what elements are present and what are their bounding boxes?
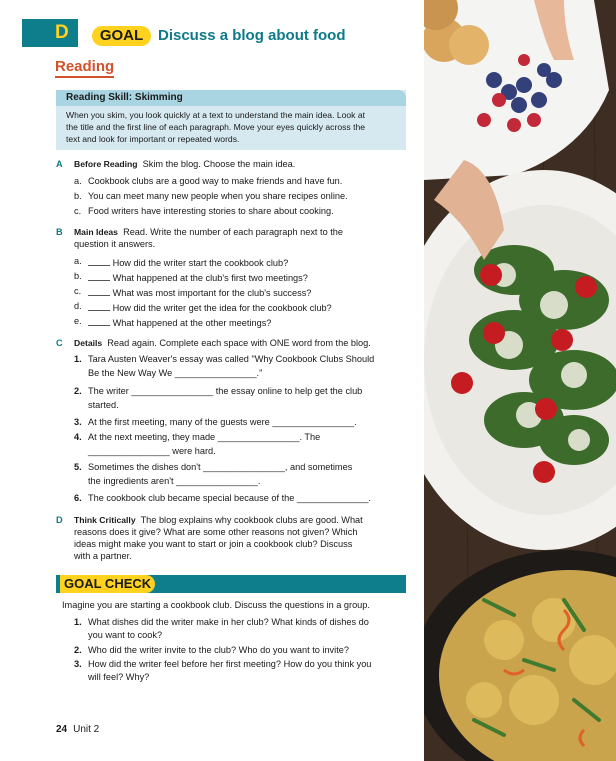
section-instruction bbox=[74, 338, 371, 350]
item-key: d. bbox=[74, 301, 82, 311]
instruction-text: Read. Write the number of each paragraph next to the bbox=[123, 227, 344, 237]
section-instruction bbox=[74, 159, 295, 171]
option-key: c. bbox=[74, 206, 82, 216]
option-text: Food writers have interesting stories to share about cooking. bbox=[88, 206, 334, 216]
section-letter: D bbox=[55, 22, 69, 43]
item-key: 2. bbox=[74, 645, 82, 655]
item-key: 2. bbox=[74, 386, 82, 396]
item-text: What happened at the club's first two meetings? bbox=[112, 273, 308, 283]
goal-check-intro: Imagine you are starting a cookbook club. Discuss the questions in a group. bbox=[62, 600, 370, 610]
section-letter: C bbox=[56, 338, 63, 348]
item-line: Sometimes the dishes don't ________________, and sometimes bbox=[88, 462, 353, 472]
section-letter: B bbox=[56, 227, 63, 237]
item-line: Tara Austen Weaver's essay was called "Why Cookbook Clubs Should bbox=[88, 354, 375, 364]
item-text: What was most important for the club's success? bbox=[112, 288, 312, 298]
item-line: At the next meeting, they made ________________. The bbox=[88, 432, 321, 442]
item-line: the ingredients aren't ________________. bbox=[88, 476, 261, 486]
section-letter: D bbox=[56, 515, 63, 525]
item-line: started. bbox=[88, 400, 119, 410]
item-key: a. bbox=[74, 256, 82, 266]
option-key: a. bbox=[74, 176, 82, 186]
item-key: 1. bbox=[74, 354, 82, 364]
item-line: ________________ were hard. bbox=[88, 446, 216, 456]
instruction-text: with a partner. bbox=[74, 551, 132, 561]
skill-line: the title and the first line of each paragraph. Move your eyes quickly across the bbox=[66, 122, 366, 132]
answer-blank[interactable] bbox=[88, 286, 110, 296]
section-instruction bbox=[74, 227, 343, 239]
unit-label: Unit 2 bbox=[73, 724, 100, 735]
goal-text: Discuss a blog about food bbox=[158, 27, 346, 44]
item-text: How did the writer start the cookbook club? bbox=[112, 258, 289, 268]
item-line: will feel? Why? bbox=[88, 672, 150, 682]
page-number: 24 bbox=[56, 724, 68, 735]
item-line: The cookbook club became special because of the ______________. bbox=[88, 493, 371, 503]
item-key: c. bbox=[74, 286, 82, 296]
instruction-text: Skim the blog. Choose the main idea. bbox=[142, 159, 296, 169]
option-key: b. bbox=[74, 191, 82, 201]
item-key: b. bbox=[74, 271, 82, 281]
skill-line: text and look for important or repeated words. bbox=[66, 134, 240, 144]
goal-check-title: GOAL CHECK bbox=[60, 575, 155, 593]
food-photo bbox=[424, 0, 616, 761]
skill-line: When you skim, you look quickly at a text to understand the main idea. Look at bbox=[66, 110, 366, 120]
section-instruction bbox=[74, 515, 363, 527]
item-line: The writer ________________ the essay online to help get the club bbox=[88, 386, 363, 396]
goal-check-bar bbox=[56, 575, 406, 593]
skill-heading: Reading Skill: Skimming bbox=[56, 90, 406, 106]
item-key: e. bbox=[74, 316, 82, 326]
instruction-text: Read again. Complete each space with ONE word from the blog. bbox=[107, 338, 371, 348]
item-key: 4. bbox=[74, 432, 82, 442]
instruction-text: reasons does it give? What are some other reasons not given? Which bbox=[74, 527, 358, 537]
answer-blank[interactable] bbox=[88, 316, 110, 326]
section-badge bbox=[22, 19, 78, 47]
section-c bbox=[56, 338, 406, 350]
food-illustration bbox=[424, 0, 616, 761]
section-d bbox=[56, 515, 406, 565]
reading-title: Reading bbox=[55, 58, 114, 78]
instruction-text: question it answers. bbox=[74, 239, 156, 249]
section-a bbox=[56, 159, 406, 171]
section-label: Details bbox=[74, 338, 103, 348]
item-text: How did the writer get the idea for the cookbook club? bbox=[112, 303, 332, 313]
item-line: At the first meeting, many of the guests were ________________. bbox=[88, 417, 357, 427]
instruction-text: The blog explains why cookbook clubs are good. What bbox=[140, 515, 363, 525]
item-key: 6. bbox=[74, 493, 82, 503]
section-label: Before Reading bbox=[74, 159, 138, 169]
option-text: You can meet many new people when you share recipes online. bbox=[88, 191, 348, 201]
item-line: How did the writer feel before her first meeting? How do you think you bbox=[88, 659, 372, 669]
answer-blank[interactable] bbox=[88, 256, 110, 266]
item-text: What happened at the other meetings? bbox=[112, 318, 272, 328]
item-line: Be the New Way We ________________." bbox=[88, 368, 263, 378]
section-letter: A bbox=[56, 159, 63, 169]
instruction-text: ideas might make you want to start or join a cookbook club? Discuss bbox=[74, 539, 353, 549]
answer-blank[interactable] bbox=[88, 301, 110, 311]
skill-box bbox=[56, 90, 406, 150]
section-label: Main Ideas bbox=[74, 227, 118, 237]
item-key: 3. bbox=[74, 659, 82, 669]
item-key: 3. bbox=[74, 417, 82, 427]
item-line: What dishes did the writer make in her club? What kinds of dishes do bbox=[88, 617, 369, 627]
item-key: 1. bbox=[74, 617, 82, 627]
section-label: Think Critically bbox=[74, 515, 136, 525]
page-footer bbox=[56, 724, 99, 735]
option-text: Cookbook clubs are a good way to make friends and have fun. bbox=[88, 176, 343, 186]
item-key: 5. bbox=[74, 462, 82, 472]
skill-body bbox=[56, 106, 406, 145]
section-b bbox=[56, 227, 406, 251]
item-line: you want to cook? bbox=[88, 630, 163, 640]
answer-blank[interactable] bbox=[88, 271, 110, 281]
goal-pill: GOAL bbox=[92, 26, 151, 46]
item-line: Who did the writer invite to the club? Who do you want to invite? bbox=[88, 645, 349, 655]
